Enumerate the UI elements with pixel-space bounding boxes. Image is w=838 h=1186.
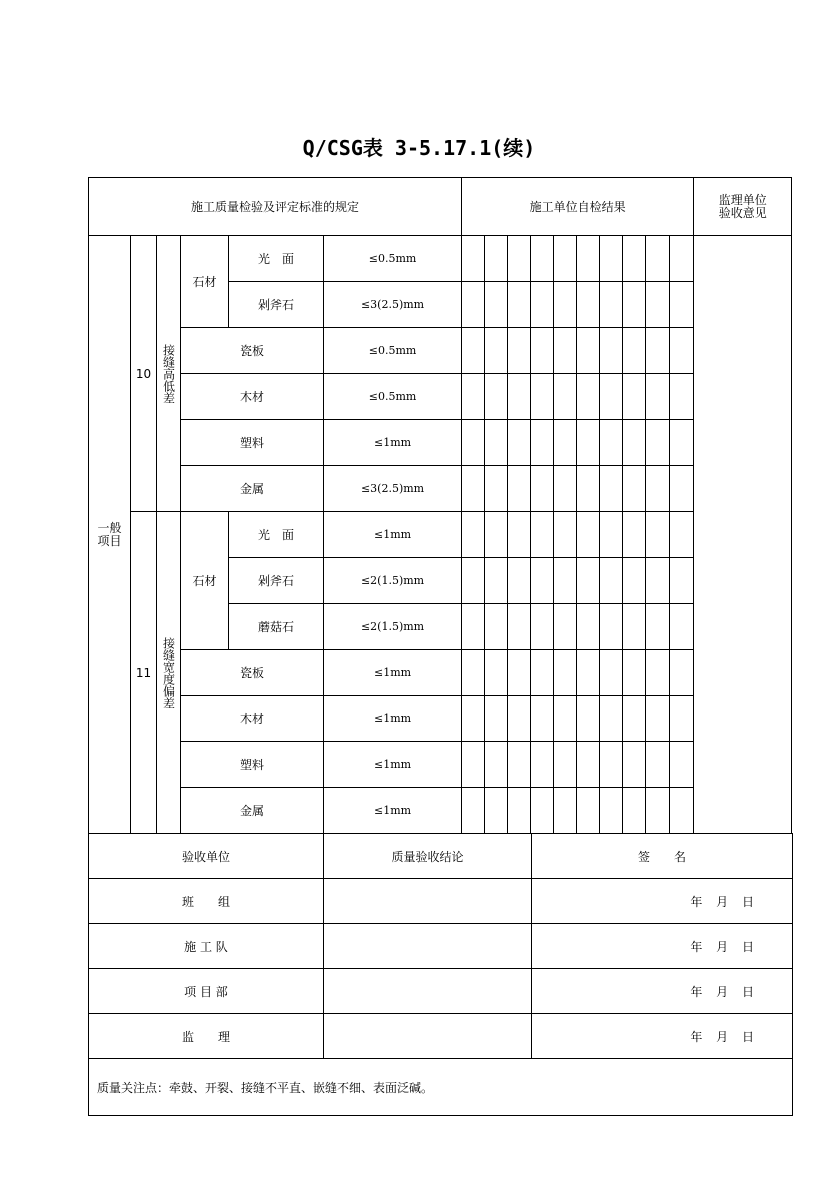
check-result-cell[interactable] <box>554 650 577 696</box>
check-result-cell[interactable] <box>531 788 554 834</box>
check-result-cell[interactable] <box>646 742 670 788</box>
unit-header: 验收单位 <box>89 834 324 879</box>
check-result-cell[interactable] <box>646 420 670 466</box>
check-result-cell[interactable] <box>670 466 694 512</box>
material-cell: 金属 <box>181 466 324 512</box>
check-result-cell[interactable] <box>670 788 694 834</box>
check-result-cell[interactable] <box>485 650 508 696</box>
material-cell: 木材 <box>181 374 324 420</box>
check-result-cell[interactable] <box>508 466 531 512</box>
limit-cell: ≤1mm <box>324 512 462 558</box>
category-cell <box>89 236 131 834</box>
check-result-cell[interactable] <box>600 374 623 420</box>
check-result-cell[interactable] <box>531 282 554 328</box>
check-result-cell[interactable] <box>646 558 670 604</box>
check-result-cell[interactable] <box>485 604 508 650</box>
check-result-cell[interactable] <box>531 696 554 742</box>
material-cell: 瓷板 <box>181 328 324 374</box>
material-cell: 塑料 <box>181 742 324 788</box>
check-result-cell[interactable] <box>600 466 623 512</box>
check-result-cell[interactable] <box>623 420 646 466</box>
signature-date[interactable]: 年 月 日 <box>532 1014 793 1059</box>
material-cell: 石材 <box>181 236 229 328</box>
check-result-cell[interactable] <box>485 558 508 604</box>
acceptance-unit: 施 工 队 <box>89 924 324 969</box>
check-result-cell[interactable] <box>670 650 694 696</box>
check-result-cell[interactable] <box>670 328 694 374</box>
check-result-cell[interactable] <box>462 420 485 466</box>
check-result-cell[interactable] <box>462 558 485 604</box>
check-result-cell[interactable] <box>577 788 600 834</box>
check-result-cell[interactable] <box>508 558 531 604</box>
check-result-cell[interactable] <box>554 374 577 420</box>
check-result-cell[interactable] <box>577 650 600 696</box>
check-result-cell[interactable] <box>670 282 694 328</box>
check-result-cell[interactable] <box>485 742 508 788</box>
limit-cell: ≤3(2.5)mm <box>324 466 462 512</box>
item-name: 接缝宽度偏差 <box>161 636 176 709</box>
acceptance-table <box>88 833 793 1116</box>
check-result-cell[interactable] <box>554 466 577 512</box>
conclusion-cell[interactable] <box>324 969 532 1014</box>
conclusion-cell[interactable] <box>324 879 532 924</box>
item-name-cell <box>157 236 181 512</box>
limit-cell: ≤3(2.5)mm <box>324 282 462 328</box>
item-number: 10 <box>131 236 157 512</box>
check-result-cell[interactable] <box>670 696 694 742</box>
supervisor-header-line1: 监理单位 <box>718 192 767 207</box>
sub-type-cell: 光 面 <box>229 512 324 558</box>
check-result-cell[interactable] <box>554 282 577 328</box>
check-result-cell[interactable] <box>600 236 623 282</box>
check-result-cell[interactable] <box>623 328 646 374</box>
check-result-cell[interactable] <box>554 328 577 374</box>
check-result-cell[interactable] <box>623 788 646 834</box>
acceptance-row <box>89 969 793 1014</box>
table-row <box>89 788 792 834</box>
limit-cell: ≤1mm <box>324 420 462 466</box>
acceptance-unit: 班 组 <box>89 879 324 924</box>
check-result-cell[interactable] <box>600 512 623 558</box>
conclusion-header: 质量验收结论 <box>324 834 532 879</box>
signature-date[interactable]: 年 月 日 <box>532 924 793 969</box>
check-result-cell[interactable] <box>623 742 646 788</box>
acceptance-unit: 监 理 <box>89 1014 324 1059</box>
check-result-cell[interactable] <box>623 650 646 696</box>
table-row <box>89 650 792 696</box>
signature-header: 签 名 <box>532 834 793 879</box>
form-title: Q/CSG表 3-5.17.1(续) <box>302 136 536 160</box>
item-name-cell <box>157 512 181 834</box>
sub-type-cell: 蘑菇石 <box>229 604 324 650</box>
acceptance-row <box>89 879 793 924</box>
check-result-cell[interactable] <box>600 788 623 834</box>
check-result-cell[interactable] <box>577 236 600 282</box>
check-result-cell[interactable] <box>646 650 670 696</box>
check-result-cell[interactable] <box>508 604 531 650</box>
sub-type-cell: 剁斧石 <box>229 558 324 604</box>
check-result-cell[interactable] <box>600 328 623 374</box>
check-result-cell[interactable] <box>508 650 531 696</box>
check-result-cell[interactable] <box>462 788 485 834</box>
check-result-cell[interactable] <box>554 604 577 650</box>
check-result-cell[interactable] <box>554 420 577 466</box>
check-result-cell[interactable] <box>577 420 600 466</box>
check-result-cell[interactable] <box>670 236 694 282</box>
check-result-cell[interactable] <box>577 742 600 788</box>
conclusion-cell[interactable] <box>324 924 532 969</box>
check-result-cell[interactable] <box>462 328 485 374</box>
acceptance-unit: 项 目 部 <box>89 969 324 1014</box>
check-result-cell[interactable] <box>485 512 508 558</box>
supervisor-opinion-cell[interactable] <box>694 236 792 834</box>
check-result-cell[interactable] <box>508 742 531 788</box>
check-result-cell[interactable] <box>577 374 600 420</box>
check-result-cell[interactable] <box>670 374 694 420</box>
check-result-cell[interactable] <box>462 604 485 650</box>
check-result-cell[interactable] <box>554 558 577 604</box>
check-result-cell[interactable] <box>670 558 694 604</box>
check-result-cell[interactable] <box>531 650 554 696</box>
check-result-cell[interactable] <box>623 558 646 604</box>
check-result-cell[interactable] <box>462 742 485 788</box>
self-check-header: 施工单位自检结果 <box>462 178 694 236</box>
table-row <box>89 512 792 558</box>
check-result-cell[interactable] <box>531 558 554 604</box>
check-result-cell[interactable] <box>531 374 554 420</box>
check-result-cell[interactable] <box>554 742 577 788</box>
check-result-cell[interactable] <box>600 558 623 604</box>
check-result-cell[interactable] <box>577 696 600 742</box>
check-result-cell[interactable] <box>485 282 508 328</box>
limit-cell: ≤0.5mm <box>324 236 462 282</box>
check-result-cell[interactable] <box>485 236 508 282</box>
check-result-cell[interactable] <box>623 282 646 328</box>
check-result-cell[interactable] <box>531 604 554 650</box>
check-result-cell[interactable] <box>485 788 508 834</box>
check-result-cell[interactable] <box>462 236 485 282</box>
quality-note: 质量关注点：牵鼓、开裂、接缝不平直、嵌缝不细、表面泛碱。 <box>89 1059 793 1116</box>
material-cell: 瓷板 <box>181 650 324 696</box>
check-result-cell[interactable] <box>485 696 508 742</box>
acceptance-row <box>89 924 793 969</box>
table-row <box>89 236 792 282</box>
check-result-cell[interactable] <box>623 696 646 742</box>
table-row <box>89 374 792 420</box>
check-result-cell[interactable] <box>508 788 531 834</box>
check-result-cell[interactable] <box>600 742 623 788</box>
check-result-cell[interactable] <box>600 696 623 742</box>
limit-cell: ≤1mm <box>324 788 462 834</box>
material-cell: 塑料 <box>181 420 324 466</box>
check-result-cell[interactable] <box>646 282 670 328</box>
limit-cell: ≤1mm <box>324 696 462 742</box>
limit-cell: ≤2(1.5)mm <box>324 558 462 604</box>
acceptance-header-row <box>89 834 793 879</box>
check-result-cell[interactable] <box>508 374 531 420</box>
note-row <box>89 1059 793 1116</box>
check-result-cell[interactable] <box>508 696 531 742</box>
check-result-cell[interactable] <box>577 282 600 328</box>
check-result-cell[interactable] <box>462 282 485 328</box>
item-name: 接缝高低差 <box>161 343 176 404</box>
limit-cell: ≤0.5mm <box>324 374 462 420</box>
check-result-cell[interactable] <box>670 604 694 650</box>
acceptance-row <box>89 1014 793 1059</box>
supervisor-header-line2: 验收意见 <box>718 205 767 220</box>
check-result-cell[interactable] <box>646 374 670 420</box>
check-result-cell[interactable] <box>646 236 670 282</box>
check-result-cell[interactable] <box>646 512 670 558</box>
table-row <box>89 742 792 788</box>
check-result-cell[interactable] <box>646 328 670 374</box>
check-result-cell[interactable] <box>531 420 554 466</box>
limit-cell: ≤1mm <box>324 650 462 696</box>
material-cell: 金属 <box>181 788 324 834</box>
check-result-cell[interactable] <box>600 420 623 466</box>
check-result-cell[interactable] <box>623 236 646 282</box>
header-row <box>89 178 792 236</box>
check-result-cell[interactable] <box>531 236 554 282</box>
check-result-cell[interactable] <box>670 512 694 558</box>
check-result-cell[interactable] <box>462 650 485 696</box>
check-result-cell[interactable] <box>531 328 554 374</box>
limit-cell: ≤1mm <box>324 742 462 788</box>
check-result-cell[interactable] <box>577 558 600 604</box>
check-result-cell[interactable] <box>623 466 646 512</box>
check-result-cell[interactable] <box>462 696 485 742</box>
standard-header: 施工质量检验及评定标准的规定 <box>89 178 462 236</box>
table-row <box>89 420 792 466</box>
check-result-cell[interactable] <box>577 466 600 512</box>
check-result-cell[interactable] <box>531 742 554 788</box>
signature-date[interactable]: 年 月 日 <box>532 879 793 924</box>
check-result-cell[interactable] <box>531 512 554 558</box>
check-result-cell[interactable] <box>623 374 646 420</box>
table-row <box>89 696 792 742</box>
sub-type-cell: 剁斧石 <box>229 282 324 328</box>
category-label: 一般项目 <box>97 520 122 548</box>
supervisor-header <box>694 178 792 236</box>
item-number: 11 <box>131 512 157 834</box>
check-result-cell[interactable] <box>508 512 531 558</box>
check-result-cell[interactable] <box>554 512 577 558</box>
check-result-cell[interactable] <box>531 466 554 512</box>
inspection-table <box>88 177 792 834</box>
check-result-cell[interactable] <box>623 512 646 558</box>
check-result-cell[interactable] <box>577 328 600 374</box>
check-result-cell[interactable] <box>462 374 485 420</box>
check-result-cell[interactable] <box>462 512 485 558</box>
conclusion-cell[interactable] <box>324 1014 532 1059</box>
check-result-cell[interactable] <box>670 742 694 788</box>
check-result-cell[interactable] <box>670 420 694 466</box>
sub-type-cell: 光 面 <box>229 236 324 282</box>
check-result-cell[interactable] <box>554 696 577 742</box>
table-row <box>89 466 792 512</box>
check-result-cell[interactable] <box>485 374 508 420</box>
check-result-cell[interactable] <box>485 328 508 374</box>
material-cell: 木材 <box>181 696 324 742</box>
limit-cell: ≤2(1.5)mm <box>324 604 462 650</box>
check-result-cell[interactable] <box>462 466 485 512</box>
check-result-cell[interactable] <box>554 236 577 282</box>
check-result-cell[interactable] <box>508 420 531 466</box>
check-result-cell[interactable] <box>646 466 670 512</box>
check-result-cell[interactable] <box>600 282 623 328</box>
check-result-cell[interactable] <box>508 236 531 282</box>
check-result-cell[interactable] <box>600 650 623 696</box>
check-result-cell[interactable] <box>554 788 577 834</box>
check-result-cell[interactable] <box>623 604 646 650</box>
check-result-cell[interactable] <box>508 328 531 374</box>
check-result-cell[interactable] <box>577 604 600 650</box>
check-result-cell[interactable] <box>508 282 531 328</box>
limit-cell: ≤0.5mm <box>324 328 462 374</box>
check-result-cell[interactable] <box>600 604 623 650</box>
check-result-cell[interactable] <box>485 466 508 512</box>
check-result-cell[interactable] <box>485 420 508 466</box>
check-result-cell[interactable] <box>646 788 670 834</box>
check-result-cell[interactable] <box>646 604 670 650</box>
material-cell: 石材 <box>181 512 229 650</box>
signature-date[interactable]: 年 月 日 <box>532 969 793 1014</box>
check-result-cell[interactable] <box>646 696 670 742</box>
table-row <box>89 328 792 374</box>
check-result-cell[interactable] <box>577 512 600 558</box>
